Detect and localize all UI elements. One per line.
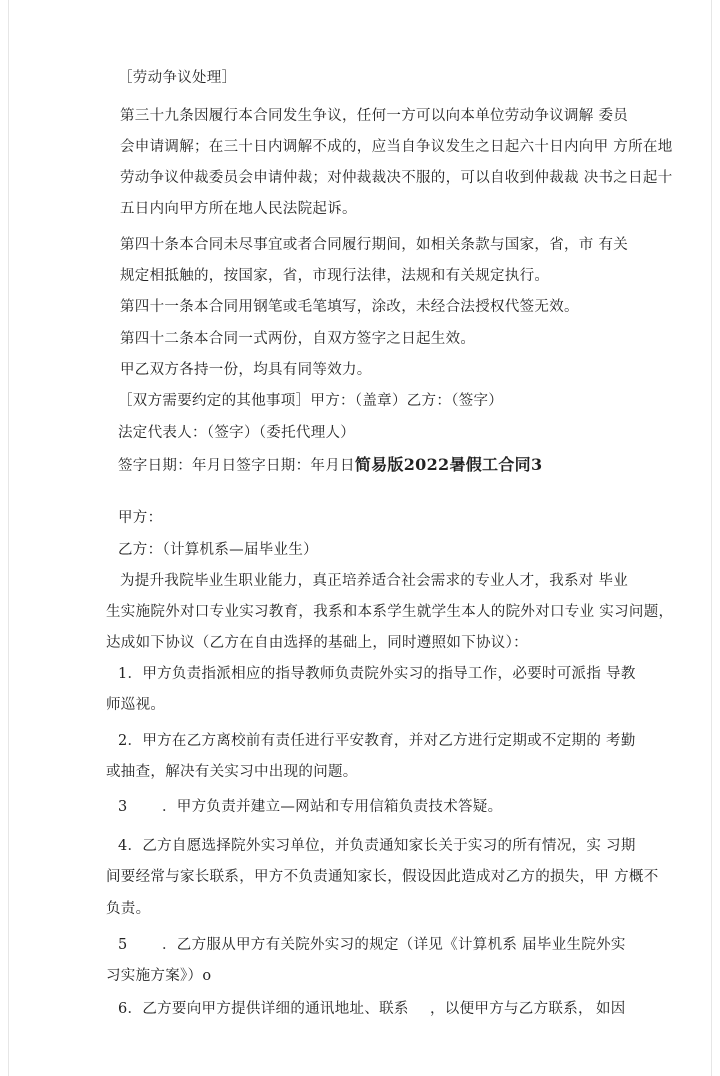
page-border-left <box>8 0 9 1076</box>
signature-date-line <box>118 455 542 476</box>
clause-6-part-3: 如因 <box>596 1001 626 1017</box>
legal-rep-line: 法定代表人：（签字）（委托代理人） <box>118 425 356 441</box>
contract-title: 简易版2022暑假工合同3 <box>354 455 543 474</box>
section-heading-labor-dispute: ［劳动争议处理］ <box>118 70 237 86</box>
clause-2-line-2: 或抽查，解决有关实习中出现的问题。 <box>106 764 358 780</box>
intro-line-3: 达成如下协议（乙方在自由选择的基础上，同时遵照如下协议）： <box>106 635 528 651</box>
article-39-line-1: 第三十九条因履行本合同发生争议，任何一方可以向本单位劳动争议调解 委员 <box>120 108 629 124</box>
party-a-label: 甲方： <box>118 510 163 526</box>
clause-4-line-2: 间要经常与家长联系，甲方不负责通知家长，假设因此造成对乙方的损失，甲 方概不 <box>106 869 659 885</box>
clause-4-line-3: 负责。 <box>106 901 151 917</box>
clause-6-part-1: 6．乙方要向甲方提供详细的通讯地址、联系 <box>118 1001 409 1017</box>
clause-5-line-1: ．乙方服从甲方有关院外实习的规定（详见《计算机系 届毕业生院外实 <box>162 937 626 953</box>
article-40-line-2: 规定相抵触的，按国家，省，市现行法律，法规和有关规定执行。 <box>120 268 550 284</box>
clause-2-line-1: 2．甲方在乙方离校前有责任进行平安教育，并对乙方进行定期或不定期的 考勤 <box>118 733 636 749</box>
other-matters-line: ［双方需要约定的其他事项］甲方：（盖章）乙方：（签字） <box>118 393 504 409</box>
article-42: 第四十二条本合同一式两份，自双方签字之日起生效。 <box>120 331 476 347</box>
article-39-line-3: 劳动争议仲裁委员会申请仲裁；对仲裁裁决不服的，可以自收到仲裁裁 决书之日起十 <box>120 170 673 186</box>
article-39-line-2: 会申请调解；在三十日内调解不成的，应当自争议发生之日起六十日内向甲 方所在地 <box>120 139 673 155</box>
intro-line-2: 生实施院外对口专业实习教育，我系和本系学生就学生本人的院外对口专业 实习问题， <box>106 604 674 620</box>
intro-line-1: 为提升我院毕业生职业能力，真正培养适合社会需求的专业人才，我系对 毕业 <box>120 573 629 589</box>
article-40-line-1: 第四十条本合同未尽事宜或者合同履行期间，如相关条款与国家，省，市 有关 <box>120 237 629 253</box>
clause-4-line-1: 4．乙方自愿选择院外实习单位，并负责通知家长关于实习的所有情况，实 习期 <box>118 838 636 854</box>
article-39-line-4: 五日内向甲方所在地人民法院起诉。 <box>120 201 357 217</box>
clause-5-number: 5 <box>118 937 128 953</box>
clause-6-part-2: ，以便甲方与乙方联系， <box>430 1001 593 1017</box>
article-41: 第四十一条本合同用钢笔或毛笔填写，涂改，未经合法授权代签无效。 <box>120 299 579 315</box>
page-border-right <box>711 0 712 1076</box>
clause-1-line-1: 1．甲方负责指派相应的指导教师负责院外实习的指导工作，必要时可派指 导教 <box>118 666 636 682</box>
clause-3-text: ．甲方负责并建立—网站和专用信箱负责技术答疑。 <box>162 799 503 815</box>
copies-note: 甲乙双方各持一份，均具有同等效力。 <box>120 362 372 378</box>
party-b-label: 乙方：（计算机系—届毕业生） <box>118 542 318 558</box>
signature-date-text: 签字日期：年月日签字日期：年月日 <box>118 458 355 474</box>
clause-1-line-2: 师巡视。 <box>106 697 166 713</box>
clause-3-number: 3 <box>118 799 128 815</box>
clause-5-line-2: 习实施方案》）o <box>106 968 212 984</box>
